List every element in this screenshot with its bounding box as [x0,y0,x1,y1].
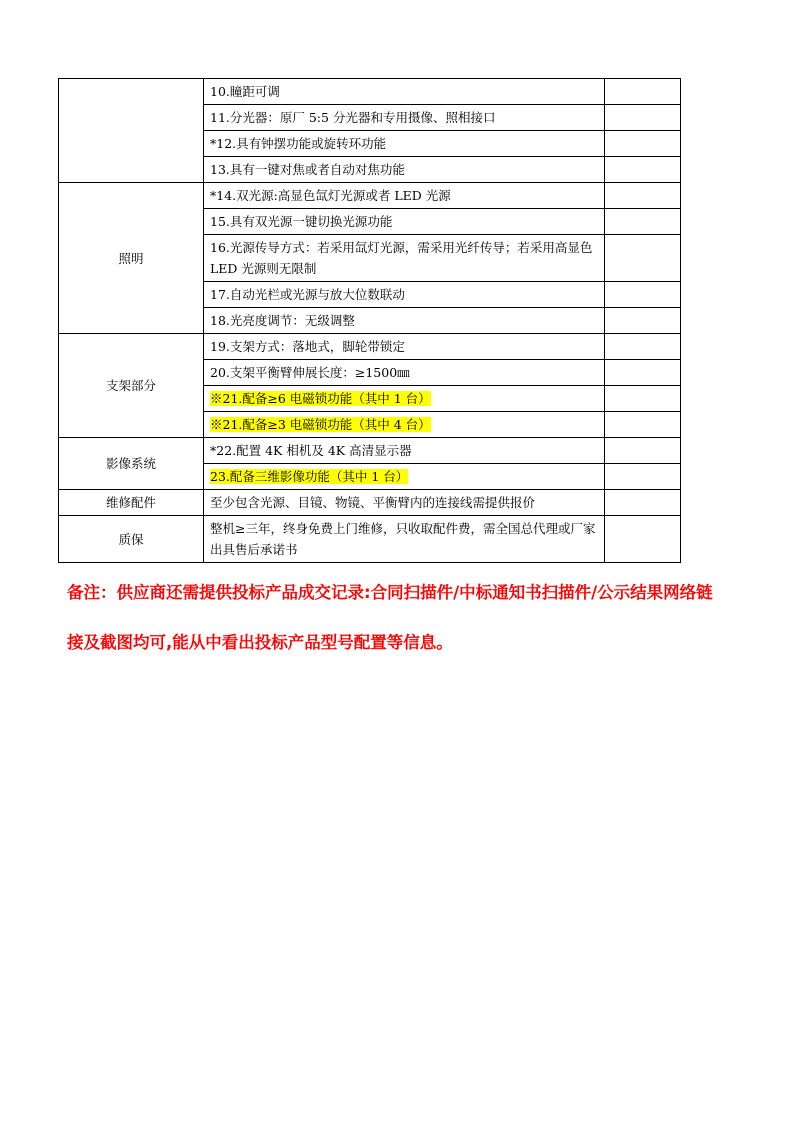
spec-table [58,78,681,563]
category-label: 支架部分 [105,378,156,393]
remark-cell [605,464,681,490]
table-row [59,183,681,209]
table-row [59,334,681,360]
item-text: 整机≥三年，终身免费上门维修，只收取配件费，需全国总代理或厂家出具售后承诺书 [210,521,596,557]
remark-cell [605,131,681,157]
supplier-note: 备注：供应商还需提供投标产品成交记录:合同扫描件/中标通知书扫描件/公示结果网络链接及截图均可,能从中看出投标产品型号配置等信息。 [67,583,713,652]
remark-cell [605,282,681,308]
item-cell [204,490,605,516]
remark-cell [605,438,681,464]
category-cell-imaging [59,438,204,490]
remark-cell [605,516,681,563]
item-cell [204,516,605,563]
item-text: 10.瞳距可调 [210,84,280,99]
highlighted-item-text: ※21.配备≥3 电磁锁功能（其中 4 台） [210,417,431,432]
table-row [59,490,681,516]
item-cell [204,282,605,308]
item-text: 20.支架平衡臂伸展长度：≥1500㎜ [210,365,410,380]
remark-cell [605,105,681,131]
item-cell [204,157,605,183]
item-text: 16.光源传导方式：若采用氙灯光源，需采用光纤传导；若采用高显色 LED 光源则无限制 [210,240,593,276]
item-cell [204,183,605,209]
item-cell [204,105,605,131]
highlighted-item-text: ※21.配备≥6 电磁锁功能（其中 1 台） [210,391,431,406]
item-cell [204,412,605,438]
table-row [59,516,681,563]
remark-cell [605,360,681,386]
item-text: 11.分光器：原厂 5:5 分光器和专用摄像、照相接口 [210,110,496,125]
item-cell [204,386,605,412]
table-row [59,438,681,464]
remark-cell [605,308,681,334]
item-cell [204,235,605,282]
item-text: 19.支架方式：落地式，脚轮带锁定 [210,339,405,354]
item-text: *14.双光源:高显色氙灯光源或者 LED 光源 [210,188,451,203]
item-cell [204,360,605,386]
remark-cell [605,412,681,438]
category-label: 质保 [118,531,144,547]
item-text: 18.光亮度调节：无级调整 [210,313,355,328]
item-text: *22.配置 4K 相机及 4K 高清显示器 [210,443,412,458]
category-cell-lighting [59,183,204,334]
remark-cell [605,209,681,235]
category-cell-spare-parts [59,490,204,516]
item-cell [204,464,605,490]
item-cell [204,209,605,235]
category-label: 影像系统 [105,456,156,471]
table-row [59,79,681,105]
item-text: 17.自动光栏或光源与放大位数联动 [210,287,405,302]
category-label: 照明 [118,250,144,266]
category-cell [59,79,204,183]
item-text: *12.具有钟摆功能或旋转环功能 [210,136,387,151]
remark-cell [605,157,681,183]
remark-cell [605,490,681,516]
item-cell [204,308,605,334]
remark-cell [605,235,681,282]
item-cell [204,438,605,464]
category-label: 维修配件 [105,495,156,510]
item-text: 至少包含光源、目镜、物镜、平衡臂内的连接线需提供报价 [210,495,536,510]
item-cell [204,131,605,157]
item-text: 15.具有双光源一键切换光源功能 [210,214,393,229]
item-cell [204,79,605,105]
category-cell-stand [59,334,204,438]
remark-cell [605,183,681,209]
remark-cell [605,386,681,412]
category-cell-warranty [59,516,204,563]
remark-cell [605,334,681,360]
item-text: 13.具有一键对焦或者自动对焦功能 [210,162,405,177]
item-cell [204,334,605,360]
remark-cell [605,79,681,105]
highlighted-item-text: 23.配备三维影像功能（其中 1 台） [210,469,409,484]
